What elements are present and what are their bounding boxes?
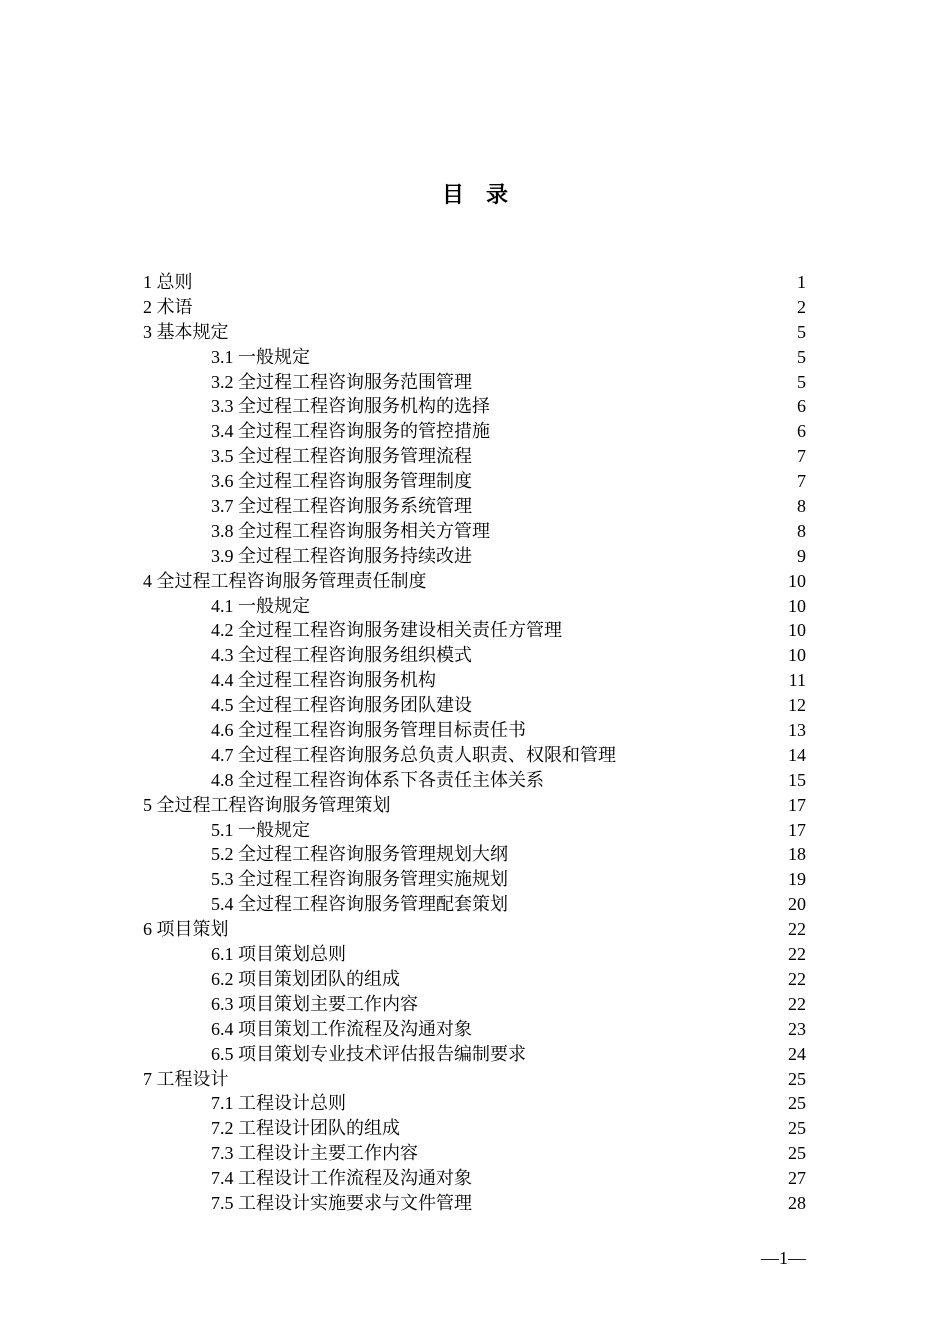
toc-entry-page: 10 (788, 620, 806, 641)
toc-entry-page: 6 (797, 421, 806, 442)
toc-section-entry[interactable] (143, 1166, 806, 1191)
toc-entry-label: 6.2 项目策划团队的组成 (211, 968, 400, 989)
toc-entry-page: 22 (788, 968, 806, 989)
toc-entry-page: 22 (788, 919, 806, 940)
toc-entry-label: 6 项目策划 (143, 919, 229, 940)
toc-entry-page: 11 (788, 670, 806, 691)
toc-entry-page: 19 (788, 869, 806, 890)
toc-entry-label: 3.2 全过程工程咨询服务范围管理 (211, 371, 472, 392)
toc-entry-label: 7.3 工程设计主要工作内容 (211, 1143, 418, 1164)
toc-entry-label: 3.6 全过程工程咨询服务管理制度 (211, 471, 472, 492)
toc-entry-page: 2 (797, 296, 806, 317)
toc-section-entry[interactable] (143, 768, 806, 793)
toc-entry-page: 24 (788, 1043, 806, 1064)
toc-entry-label: 7 工程设计 (143, 1068, 229, 1089)
toc-entry-page: 22 (788, 944, 806, 965)
toc-entry-label: 5.2 全过程工程咨询服务管理规划大纲 (211, 844, 508, 865)
toc-entry-page: 15 (788, 769, 806, 790)
toc-entry-label: 3.5 全过程工程咨询服务管理流程 (211, 446, 472, 467)
page-title: 目录 (441, 182, 530, 207)
toc-entry-label: 3.8 全过程工程咨询服务相关方管理 (211, 520, 490, 541)
toc-section-entry[interactable] (143, 419, 806, 444)
toc-section-entry[interactable] (143, 345, 806, 370)
toc-entry-label: 7.2 工程设计团队的组成 (211, 1118, 400, 1139)
toc-section-entry[interactable] (143, 668, 806, 693)
toc-entry-label: 6.5 项目策划专业技术评估报告编制要求 (211, 1043, 526, 1064)
toc-entry-page: 22 (788, 993, 806, 1014)
toc-section-entry[interactable] (143, 967, 806, 992)
toc-section-entry[interactable] (143, 594, 806, 619)
toc-entry-page: 25 (788, 1093, 806, 1114)
toc-entry-label: 4.5 全过程工程咨询服务团队建设 (211, 695, 472, 716)
toc-entry-page: 1 (797, 272, 806, 292)
toc-entry-page: 10 (788, 595, 806, 616)
toc-section-entry[interactable] (143, 693, 806, 718)
toc-section-entry[interactable] (143, 444, 806, 469)
toc-entry-label: 2 术语 (143, 296, 193, 317)
toc-entry-page: 25 (788, 1118, 806, 1139)
toc-chapter-entry[interactable] (143, 320, 806, 345)
toc-entry-label: 3.1 一般规定 (211, 346, 310, 367)
toc-entry-label: 3 基本规定 (143, 321, 229, 342)
toc-entry-page: 12 (788, 695, 806, 716)
table-of-contents (143, 270, 806, 1216)
toc-section-entry[interactable] (143, 544, 806, 569)
toc-entry-page: 5 (797, 371, 806, 392)
toc-section-entry[interactable] (143, 519, 806, 544)
toc-section-entry[interactable] (143, 469, 806, 494)
toc-section-entry[interactable] (143, 1141, 806, 1166)
toc-entry-page: 13 (788, 720, 806, 741)
toc-entry-page: 28 (788, 1192, 806, 1213)
toc-section-entry[interactable] (143, 370, 806, 395)
toc-chapter-entry[interactable] (143, 270, 806, 295)
toc-section-entry[interactable] (143, 1091, 806, 1116)
toc-chapter-entry[interactable] (143, 1067, 806, 1092)
toc-chapter-entry[interactable] (143, 295, 806, 320)
toc-section-entry[interactable] (143, 718, 806, 743)
toc-section-entry[interactable] (143, 818, 806, 843)
toc-entry-page: 5 (797, 346, 806, 367)
toc-entry-page: 14 (788, 744, 806, 765)
toc-entry-label: 4.4 全过程工程咨询服务机构 (211, 670, 436, 691)
toc-section-entry[interactable] (143, 1116, 806, 1141)
toc-entry-label: 6.1 项目策划总则 (211, 944, 346, 965)
toc-entry-page: 8 (797, 520, 806, 541)
toc-entry-page: 7 (797, 446, 806, 467)
toc-entry-label: 5.3 全过程工程咨询服务管理实施规划 (211, 869, 508, 890)
toc-entry-page: 7 (797, 471, 806, 492)
toc-entry-label: 6.4 项目策划工作流程及沟通对象 (211, 1018, 472, 1039)
toc-section-entry[interactable] (143, 992, 806, 1017)
toc-entry-page: 8 (797, 496, 806, 517)
toc-section-entry[interactable] (143, 1042, 806, 1067)
toc-entry-label: 5.4 全过程工程咨询服务管理配套策划 (211, 894, 508, 915)
toc-entry-page: 9 (797, 545, 806, 566)
toc-entry-page: 5 (797, 321, 806, 342)
toc-section-entry[interactable] (143, 1017, 806, 1042)
toc-entry-page: 20 (788, 894, 806, 915)
toc-entry-label: 4 全过程工程咨询服务管理责任制度 (143, 570, 427, 591)
toc-entry-label: 5 全过程工程咨询服务管理策划 (143, 794, 391, 815)
toc-section-entry[interactable] (143, 892, 806, 917)
toc-chapter-entry[interactable] (143, 793, 806, 818)
toc-entry-page: 25 (788, 1143, 806, 1164)
toc-entry-page: 17 (788, 819, 806, 840)
toc-section-entry[interactable] (143, 942, 806, 967)
toc-entry-label: 3.9 全过程工程咨询服务持续改进 (211, 545, 472, 566)
toc-entry-page: 18 (788, 844, 806, 865)
toc-section-entry[interactable] (143, 394, 806, 419)
toc-section-entry[interactable] (143, 1191, 806, 1216)
toc-chapter-entry[interactable] (143, 917, 806, 942)
toc-entry-label: 4.1 一般规定 (211, 595, 310, 616)
toc-entry-label: 7.5 工程设计实施要求与文件管理 (211, 1192, 472, 1213)
toc-entry-page: 6 (797, 396, 806, 417)
toc-entry-page: 17 (788, 794, 806, 815)
toc-entry-label: 5.1 一般规定 (211, 819, 310, 840)
toc-entry-page: 10 (788, 645, 806, 666)
toc-section-entry[interactable] (143, 743, 806, 768)
toc-entry-label: 6.3 项目策划主要工作内容 (211, 993, 418, 1014)
toc-entry-label: 3.4 全过程工程咨询服务的管控措施 (211, 421, 490, 442)
toc-entry-label: 4.7 全过程工程咨询服务总负责人职责、权限和管理 (211, 744, 616, 765)
toc-section-entry[interactable] (143, 494, 806, 519)
toc-section-entry[interactable] (143, 618, 806, 643)
toc-entry-label: 4.3 全过程工程咨询服务组织模式 (211, 645, 472, 666)
toc-section-entry[interactable] (143, 643, 806, 668)
toc-entry-label: 3.7 全过程工程咨询服务系统管理 (211, 496, 472, 517)
toc-entry-label: 4.8 全过程工程咨询体系下各责任主体关系 (211, 769, 544, 790)
toc-entry-label: 4.2 全过程工程咨询服务建设相关责任方管理 (211, 620, 562, 641)
toc-entry-page: 23 (788, 1018, 806, 1039)
page-number: —1— (761, 1248, 806, 1268)
toc-entry-page: 25 (788, 1068, 806, 1089)
toc-entry-page: 10 (788, 570, 806, 591)
toc-entry-label: 4.6 全过程工程咨询服务管理目标责任书 (211, 720, 526, 741)
toc-entry-label: 7.1 工程设计总则 (211, 1093, 346, 1114)
toc-entry-page: 27 (788, 1168, 806, 1189)
toc-entry-label: 1 总则 (143, 272, 193, 292)
toc-entry-label: 7.4 工程设计工作流程及沟通对象 (211, 1168, 472, 1189)
toc-section-entry[interactable] (143, 842, 806, 867)
toc-entry-label: 3.3 全过程工程咨询服务机构的选择 (211, 396, 490, 417)
toc-chapter-entry[interactable] (143, 569, 806, 594)
toc-section-entry[interactable] (143, 867, 806, 892)
